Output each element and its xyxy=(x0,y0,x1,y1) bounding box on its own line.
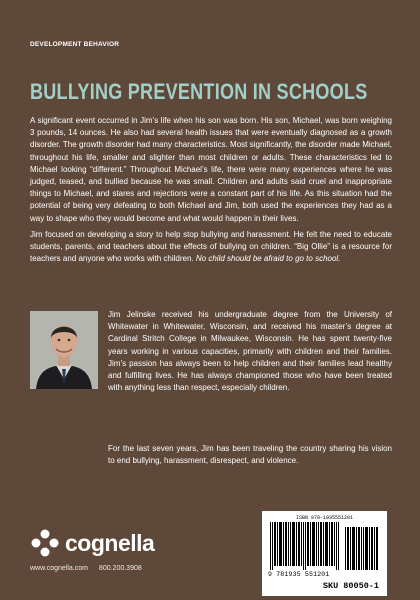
cognella-flower-icon xyxy=(30,528,60,558)
author-portrait-icon xyxy=(30,311,98,389)
publisher-name: cognella xyxy=(65,530,155,556)
ean-barcode-icon xyxy=(270,522,340,570)
mission-paragraph xyxy=(30,229,392,266)
sku-number: SKU 80050-1 xyxy=(322,581,379,591)
publisher-logo xyxy=(30,528,160,558)
isbn-label: ISBN 978-1935551201 xyxy=(295,515,353,521)
mission-text: Jim focused on developing a story to help stop bullying and harassment. He felt the need to educate students, parents, and teachers about the effects of bullying on children. “Big Ollie” is a resource for teachers and anyone who works with children. xyxy=(30,230,392,264)
author-bio: Jim Jelinske received his undergraduate degree from the University of Whitewater in Whitewater, Wisconsin, and received his master’s degree at Cardinal Stritch College in Milwaukee, Wisconsin. He has spent twenty-five years working in various capacities, primarily with children and their families. Jim’s passion has always been to help children and their families lead healthy and fulfilling lives. He has always championed those who have been treated with anything less than respect, especially children. xyxy=(108,310,392,393)
publisher-website: www.cognella.com xyxy=(30,565,88,572)
barcode-box xyxy=(262,511,387,596)
mission-tagline: No child should be afraid to go to school. xyxy=(195,254,341,264)
publisher-contact xyxy=(30,565,151,572)
publisher-phone: 800.200.3908 xyxy=(98,565,142,572)
book-title: BULLYING PREVENTION IN SCHOOLS xyxy=(30,79,368,104)
intro-paragraph: A significant event occurred in Jim’s life when his son was born. His son, Michael, was born weighing 3 pounds, 14 ounces. He also had several health issues that were eventually diagnosed as a growth disorder. The growth disorder had many characteristics. Most significantly, the disorder made Michael, throughout his life, smaller and slighter than most children or adults. These characteristics led to Michael looking “different.” Throughout Michael’s life, there were many experiences where he was judged, teased, and bullied because he was small. Children and adults said cruel and inappropriate things to Michael, and stares and rejections were a constant part of his life. As this situation had the potential of being very defeating to both Michael and Jim, both used the experiences they had as a way to shape who they would become and what would happen in their lives. xyxy=(30,116,392,223)
author-photo xyxy=(30,311,98,389)
price-barcode-icon xyxy=(345,527,379,570)
closing-paragraph: For the last seven years, Jim has been traveling the country sharing his vision to end bullying, harassment, disrespect, and violence. xyxy=(108,444,392,466)
barcode-digits: 9 781935 551201 xyxy=(268,571,330,578)
category-label: DEVELOPMENT BEHAVIOR xyxy=(30,41,120,48)
